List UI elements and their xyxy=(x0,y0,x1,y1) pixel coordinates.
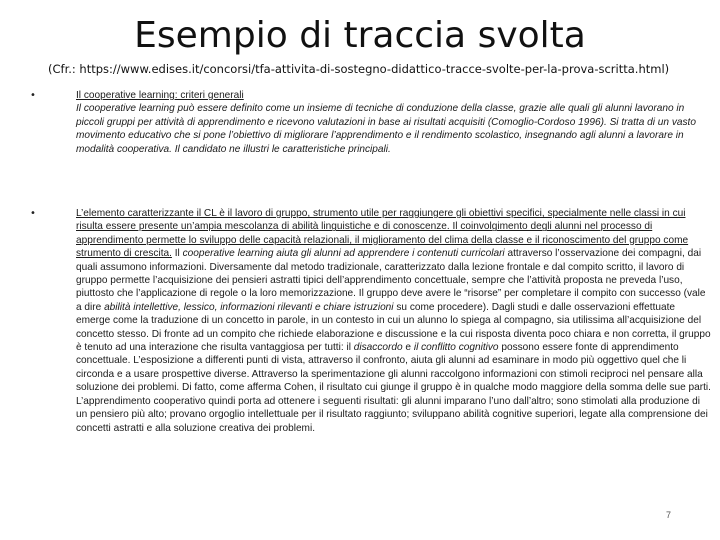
item-2-italic-text: il conflitto cognitivo xyxy=(413,342,499,354)
item-2-italic-text: disaccordo xyxy=(353,342,403,354)
item-2-text: su come procedere). Dagli studi e dalle osservazioni effettuate emerge come la traduzione di un concetto in parole, in un contesto in cui un alunno lo spiega al compagno, sia utilissima all’acquisizione del concetto stesso. Di fronte ad un compito che richiede elaborazione e discussione e la cui risposta diventa poco chiara e non corretta, il gruppo è tenuto ad una interazione che risulta vantaggiosa per tutti: il xyxy=(76,301,711,354)
item-1-text: Il cooperative learning può essere definito come un insieme di tecniche di conduzione della classe, grazie alle quali gli alunni lavorano in piccoli gruppi per attività di apprendimento e ricevono valutazioni in base ai risultati acquisiti (Comoglio-Cordoso 1996). Si tratta di un vasto movimento educativo che si pone l’obiettivo di migliorare l’apprendimento e il rendimento scolastico, insegnando agli alunni a lavorare in modalità cooperativa. Il candidato ne illustri le caratteristiche principali. xyxy=(76,103,696,155)
item-2-italic-text: abilità intellettive, lessico, informazioni rilevanti e chiare istruzioni xyxy=(104,301,394,313)
item-2-underlined-text: L’elemento caratterizzante il CL è il lavoro di gruppo, strumento utile per raggiungere gli obiettivi specifici, specialmente nelle classi in cui risulta essere presente un’ampia mescolanza di abilità linguistiche e di conoscenze. Il coinvolgimento degli alunni nel processo di apprendimento permette lo sviluppo delle capacità relazionali, il miglioramento del clima della classe e il riconoscimento del gruppo come strumento di crescita. xyxy=(76,208,689,260)
item-2-text: possono essere fonte di apprendimento concettuale. L’esposizione a differenti punti di vista, attraverso il confronto, aiuta gli alunni ad esaminare in modo più oggettivo quel che li circonda e a usare prospettive diverse. Attraverso la sperimentazione gli alunni raccolgono informazioni con stimoli reciproci nel pensare alla soluzione dei problemi. Di fatto, come afferma Cohen, il risultato cui giunge il gruppo è in qualche modo maggiore della somma delle sue parti. L’apprendimento cooperativo quindi porta ad ottenere i seguenti risultati: gli alunni imparano l’uno dall’altro; sono stimolati alla produzione di un pensiero più alto; provano orgoglio intellettuale per il risultato raggiunto; sviluppano abilità cognitive superiori, legate alla comprensione dei concetti astratti e alla soluzione creativa dei problemi. xyxy=(76,342,711,434)
item-2-text: attraverso l’osservazione dei compagni, dai quali assumono informazioni. Diversamente dal metodo tradizionale, caratterizzato dalla lezione frontale e dal compito scritto, il lavoro di gruppo permette l’acquisizione dei pensieri astratti tipici dell’apprendimento concettuale, sempre che l’attività proposta ne preveda l’uso, piuttosto che l’applicazione di regole o la loro memorizzazione. Il gruppo deve avere le “risorse” per completare il compito con successo (vale a dire xyxy=(76,248,706,313)
bullet-marker: • xyxy=(30,90,36,101)
item-2 xyxy=(76,207,711,435)
item-2-italic-text: cooperative learning aiuta gli alunni ad apprendere i contenuti curricolari xyxy=(182,248,505,260)
item-2-text: e xyxy=(402,342,414,354)
source-citation: (Cfr.: https://www.edises.it/concorsi/tfa-attivita-di-sostegno-didattico-tracce-svolte-per-la-prova-scritta.html) xyxy=(48,62,670,76)
slide-title: Esempio di traccia svolta xyxy=(134,15,586,56)
item-1-heading: Il cooperative learning: criteri generali xyxy=(76,90,244,101)
item-2-text: Il xyxy=(171,248,183,260)
bullet-marker: • xyxy=(30,208,36,219)
item-1 xyxy=(76,89,711,156)
page-number: 7 xyxy=(666,510,672,520)
